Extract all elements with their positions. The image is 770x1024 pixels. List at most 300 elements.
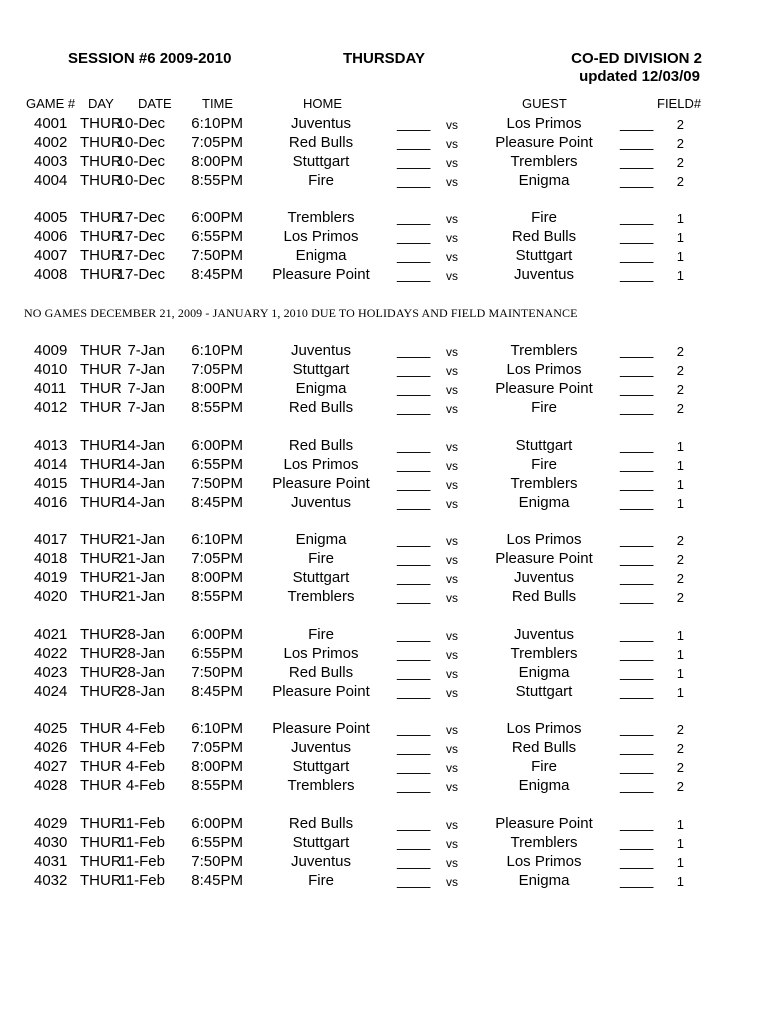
guest-team: Tremblers	[510, 475, 578, 492]
home-team: Red Bulls	[288, 664, 354, 681]
game-number: 4032	[34, 872, 68, 889]
home-team: Fire	[308, 172, 334, 189]
guest-team: Enigma	[518, 777, 570, 794]
table-row	[0, 569, 770, 588]
game-date: 17-Dec	[116, 247, 165, 264]
guest-score-blank: ____	[620, 664, 654, 681]
guest-team: Red Bulls	[511, 228, 577, 245]
guest-score-blank: ____	[620, 172, 654, 189]
field-number: 1	[676, 477, 684, 492]
table-row	[0, 720, 770, 739]
field-number: 1	[676, 230, 684, 245]
guest-score-blank: ____	[620, 228, 654, 245]
guest-team: Enigma	[518, 172, 570, 189]
vs-label: vs	[446, 648, 458, 662]
home-score-blank: ____	[397, 456, 431, 473]
guest-team: Tremblers	[510, 834, 578, 851]
field-number: 1	[676, 647, 684, 662]
table-row	[0, 550, 770, 569]
game-date: 14-Jan	[119, 494, 165, 511]
field-number: 2	[676, 552, 684, 567]
game-number: 4014	[34, 456, 68, 473]
game-time: 8:45PM	[191, 266, 243, 283]
field-number: 1	[676, 439, 684, 454]
table-row	[0, 645, 770, 664]
game-date: 11-Feb	[118, 872, 165, 889]
game-number: 4019	[34, 569, 68, 586]
guest-team: Los Primos	[506, 115, 582, 132]
home-team: Juventus	[290, 739, 352, 756]
field-number: 1	[676, 666, 684, 681]
home-score-blank: ____	[397, 626, 431, 643]
table-row	[0, 494, 770, 513]
home-score-blank: ____	[397, 266, 431, 283]
home-team: Pleasure Point	[272, 475, 370, 492]
home-team: Enigma	[295, 247, 347, 264]
field-number: 2	[676, 722, 684, 737]
guest-score-blank: ____	[620, 720, 654, 737]
field-number: 1	[676, 874, 684, 889]
guest-score-blank: ____	[620, 588, 654, 605]
field-number: 2	[676, 533, 684, 548]
vs-label: vs	[446, 345, 458, 359]
game-day: THUR	[80, 456, 122, 473]
home-team: Enigma	[295, 531, 347, 548]
game-number: 4030	[34, 834, 68, 851]
game-time: 6:00PM	[191, 626, 243, 643]
vs-label: vs	[446, 175, 458, 189]
home-team: Enigma	[295, 380, 347, 397]
guest-team: Pleasure Point	[495, 550, 593, 567]
vs-label: vs	[446, 761, 458, 775]
game-date: 4-Feb	[125, 777, 165, 794]
game-time: 8:55PM	[191, 588, 243, 605]
game-day: THUR	[80, 834, 122, 851]
table-row	[0, 777, 770, 796]
game-date: 7-Jan	[127, 399, 165, 416]
guest-team: Tremblers	[510, 342, 578, 359]
game-date: 4-Feb	[125, 739, 165, 756]
field-number: 2	[676, 344, 684, 359]
field-number: 2	[676, 382, 684, 397]
game-number: 4024	[34, 683, 68, 700]
game-time: 8:45PM	[191, 683, 243, 700]
game-day: THUR	[80, 494, 122, 511]
home-team: Pleasure Point	[272, 266, 370, 283]
vs-label: vs	[446, 667, 458, 681]
game-date: 11-Feb	[118, 853, 165, 870]
guest-team: Enigma	[518, 494, 570, 511]
game-date: 28-Jan	[119, 626, 165, 643]
vs-label: vs	[446, 875, 458, 889]
home-score-blank: ____	[397, 494, 431, 511]
game-time: 8:55PM	[191, 172, 243, 189]
game-date: 11-Feb	[118, 834, 165, 851]
home-score-blank: ____	[397, 115, 431, 132]
guest-team: Fire	[531, 209, 557, 226]
vs-label: vs	[446, 402, 458, 416]
guest-team: Red Bulls	[511, 588, 577, 605]
game-date: 10-Dec	[116, 153, 165, 170]
guest-score-blank: ____	[620, 342, 654, 359]
field-number: 1	[676, 685, 684, 700]
home-score-blank: ____	[397, 834, 431, 851]
game-day: THUR	[80, 758, 122, 775]
game-number: 4002	[34, 134, 68, 151]
game-time: 6:00PM	[191, 209, 243, 226]
home-score-blank: ____	[397, 228, 431, 245]
game-time: 8:00PM	[191, 153, 243, 170]
home-team: Los Primos	[283, 228, 359, 245]
field-number: 1	[676, 628, 684, 643]
game-time: 6:10PM	[191, 531, 243, 548]
home-team: Los Primos	[283, 645, 359, 662]
guest-score-blank: ____	[620, 456, 654, 473]
guest-team: Fire	[531, 399, 557, 416]
field-number: 2	[676, 174, 684, 189]
game-time: 6:00PM	[191, 437, 243, 454]
field-number: 1	[676, 836, 684, 851]
game-day: THUR	[80, 361, 122, 378]
vs-label: vs	[446, 383, 458, 397]
col-day: DAY	[88, 96, 114, 111]
game-day: THUR	[80, 569, 122, 586]
guest-score-blank: ____	[620, 494, 654, 511]
game-number: 4026	[34, 739, 68, 756]
game-date: 10-Dec	[116, 172, 165, 189]
session-title: SESSION #6 2009-2010	[68, 50, 232, 67]
guest-score-blank: ____	[620, 399, 654, 416]
home-team: Fire	[308, 550, 334, 567]
home-team: Tremblers	[287, 588, 355, 605]
game-number: 4001	[34, 115, 68, 132]
game-day: THUR	[80, 872, 122, 889]
home-team: Fire	[308, 626, 334, 643]
home-score-blank: ____	[397, 569, 431, 586]
updated-date: updated 12/03/09	[579, 68, 700, 85]
game-day: THUR	[80, 588, 122, 605]
guest-team: Los Primos	[506, 361, 582, 378]
guest-score-blank: ____	[620, 739, 654, 756]
home-team: Pleasure Point	[272, 720, 370, 737]
vs-label: vs	[446, 856, 458, 870]
home-team: Los Primos	[283, 456, 359, 473]
guest-score-blank: ____	[620, 777, 654, 794]
guest-team: Stuttgart	[515, 683, 573, 700]
guest-score-blank: ____	[620, 815, 654, 832]
field-number: 2	[676, 363, 684, 378]
game-time: 6:10PM	[191, 115, 243, 132]
game-number: 4013	[34, 437, 68, 454]
guest-team: Tremblers	[510, 153, 578, 170]
guest-score-blank: ____	[620, 626, 654, 643]
table-row	[0, 853, 770, 872]
game-date: 10-Dec	[116, 134, 165, 151]
game-date: 14-Jan	[119, 437, 165, 454]
vs-label: vs	[446, 250, 458, 264]
col-guest: GUEST	[522, 96, 567, 111]
guest-score-blank: ____	[620, 834, 654, 851]
game-date: 14-Jan	[119, 475, 165, 492]
game-date: 21-Jan	[119, 531, 165, 548]
guest-score-blank: ____	[620, 550, 654, 567]
vs-label: vs	[446, 478, 458, 492]
game-date: 14-Jan	[119, 456, 165, 473]
guest-score-blank: ____	[620, 645, 654, 662]
game-day: THUR	[80, 683, 122, 700]
table-row	[0, 834, 770, 853]
game-day: THUR	[80, 134, 122, 151]
game-time: 7:50PM	[191, 247, 243, 264]
game-time: 6:55PM	[191, 456, 243, 473]
guest-score-blank: ____	[620, 380, 654, 397]
guest-team: Los Primos	[506, 720, 582, 737]
game-date: 7-Jan	[127, 361, 165, 378]
game-time: 6:55PM	[191, 645, 243, 662]
vs-label: vs	[446, 269, 458, 283]
home-score-blank: ____	[397, 172, 431, 189]
field-number: 2	[676, 590, 684, 605]
game-time: 8:00PM	[191, 380, 243, 397]
game-date: 17-Dec	[116, 266, 165, 283]
guest-team: Los Primos	[506, 853, 582, 870]
field-number: 1	[676, 249, 684, 264]
table-row	[0, 228, 770, 247]
home-score-blank: ____	[397, 588, 431, 605]
table-row	[0, 399, 770, 418]
game-number: 4011	[34, 380, 67, 397]
game-day: THUR	[80, 720, 122, 737]
game-time: 8:55PM	[191, 399, 243, 416]
game-date: 4-Feb	[125, 758, 165, 775]
vs-label: vs	[446, 534, 458, 548]
game-date: 17-Dec	[116, 209, 165, 226]
vs-label: vs	[446, 459, 458, 473]
col-game: GAME #	[26, 96, 76, 111]
game-number: 4021	[34, 626, 68, 643]
field-number: 2	[676, 741, 684, 756]
game-day: THUR	[80, 342, 122, 359]
home-team: Juventus	[290, 115, 352, 132]
game-time: 7:50PM	[191, 475, 243, 492]
game-time: 7:05PM	[191, 361, 243, 378]
vs-label: vs	[446, 553, 458, 567]
game-day: THUR	[80, 380, 122, 397]
home-team: Stuttgart	[292, 569, 350, 586]
game-day: THUR	[80, 475, 122, 492]
game-number: 4022	[34, 645, 68, 662]
game-date: 21-Jan	[119, 550, 165, 567]
game-day: THUR	[80, 853, 122, 870]
home-team: Red Bulls	[288, 134, 354, 151]
division-title: CO-ED DIVISION 2	[571, 50, 702, 67]
game-day: THUR	[80, 550, 122, 567]
game-date: 4-Feb	[125, 720, 165, 737]
home-score-blank: ____	[397, 683, 431, 700]
field-number: 2	[676, 571, 684, 586]
vs-label: vs	[446, 723, 458, 737]
guest-score-blank: ____	[620, 853, 654, 870]
home-score-blank: ____	[397, 475, 431, 492]
home-team: Stuttgart	[292, 834, 350, 851]
vs-label: vs	[446, 364, 458, 378]
home-score-blank: ____	[397, 134, 431, 151]
vs-label: vs	[446, 497, 458, 511]
guest-score-blank: ____	[620, 115, 654, 132]
guest-score-blank: ____	[620, 758, 654, 775]
home-score-blank: ____	[397, 437, 431, 454]
game-number: 4009	[34, 342, 68, 359]
home-team: Red Bulls	[288, 815, 354, 832]
game-time: 6:00PM	[191, 815, 243, 832]
table-row	[0, 872, 770, 891]
guest-score-blank: ____	[620, 209, 654, 226]
game-number: 4031	[34, 853, 68, 870]
game-date: 21-Jan	[119, 569, 165, 586]
game-time: 7:05PM	[191, 550, 243, 567]
vs-label: vs	[446, 780, 458, 794]
vs-label: vs	[446, 572, 458, 586]
home-score-blank: ____	[397, 853, 431, 870]
field-number: 1	[676, 855, 684, 870]
vs-label: vs	[446, 818, 458, 832]
home-score-blank: ____	[397, 361, 431, 378]
guest-score-blank: ____	[620, 247, 654, 264]
field-number: 2	[676, 779, 684, 794]
game-number: 4028	[34, 777, 68, 794]
game-number: 4023	[34, 664, 68, 681]
home-score-blank: ____	[397, 815, 431, 832]
table-row	[0, 815, 770, 834]
game-day: THUR	[80, 247, 122, 264]
col-date: DATE	[138, 96, 172, 111]
guest-team: Pleasure Point	[495, 380, 593, 397]
game-number: 4016	[34, 494, 68, 511]
guest-team: Enigma	[518, 664, 570, 681]
game-day: THUR	[80, 115, 122, 132]
guest-score-blank: ____	[620, 134, 654, 151]
guest-team: Pleasure Point	[495, 815, 593, 832]
game-number: 4003	[34, 153, 68, 170]
home-team: Tremblers	[287, 209, 355, 226]
game-number: 4006	[34, 228, 68, 245]
home-team: Stuttgart	[292, 361, 350, 378]
game-time: 7:50PM	[191, 853, 243, 870]
table-row	[0, 134, 770, 153]
vs-label: vs	[446, 212, 458, 226]
guest-team: Red Bulls	[511, 739, 577, 756]
game-day: THUR	[80, 399, 122, 416]
vs-label: vs	[446, 156, 458, 170]
guest-team: Juventus	[513, 266, 575, 283]
home-score-blank: ____	[397, 739, 431, 756]
holiday-note: NO GAMES DECEMBER 21, 2009 - JANUARY 1, 2010 DUE TO HOLIDAYS AND FIELD MAINTENANCE	[24, 306, 578, 320]
game-number: 4025	[34, 720, 68, 737]
field-number: 1	[676, 268, 684, 283]
guest-score-blank: ____	[620, 266, 654, 283]
home-score-blank: ____	[397, 777, 431, 794]
guest-team: Juventus	[513, 626, 575, 643]
home-team: Red Bulls	[288, 399, 354, 416]
home-team: Red Bulls	[288, 437, 354, 454]
home-score-blank: ____	[397, 380, 431, 397]
home-score-blank: ____	[397, 872, 431, 889]
home-team: Stuttgart	[292, 758, 350, 775]
guest-score-blank: ____	[620, 872, 654, 889]
game-date: 28-Jan	[119, 683, 165, 700]
home-score-blank: ____	[397, 247, 431, 264]
field-number: 1	[676, 211, 684, 226]
guest-score-blank: ____	[620, 475, 654, 492]
game-number: 4015	[34, 475, 68, 492]
table-row	[0, 475, 770, 494]
table-row	[0, 588, 770, 607]
home-score-blank: ____	[397, 531, 431, 548]
game-day: THUR	[80, 228, 122, 245]
home-team: Juventus	[290, 853, 352, 870]
game-number: 4029	[34, 815, 68, 832]
col-time: TIME	[202, 96, 234, 111]
field-number: 2	[676, 136, 684, 151]
table-row	[0, 683, 770, 702]
guest-score-blank: ____	[620, 437, 654, 454]
table-row	[0, 758, 770, 777]
game-time: 8:45PM	[191, 872, 243, 889]
table-row	[0, 437, 770, 456]
guest-score-blank: ____	[620, 531, 654, 548]
vs-label: vs	[446, 118, 458, 132]
game-time: 8:00PM	[191, 758, 243, 775]
guest-team: Pleasure Point	[495, 134, 593, 151]
field-number: 2	[676, 401, 684, 416]
game-day: THUR	[80, 437, 122, 454]
game-date: 11-Feb	[118, 815, 165, 832]
game-time: 8:55PM	[191, 777, 243, 794]
field-number: 2	[676, 155, 684, 170]
home-score-blank: ____	[397, 758, 431, 775]
home-team: Juventus	[290, 494, 352, 511]
home-score-blank: ____	[397, 550, 431, 567]
game-day: THUR	[80, 739, 122, 756]
home-score-blank: ____	[397, 153, 431, 170]
game-number: 4018	[34, 550, 68, 567]
vs-label: vs	[446, 837, 458, 851]
home-team: Tremblers	[287, 777, 355, 794]
game-number: 4005	[34, 209, 68, 226]
game-time: 6:10PM	[191, 720, 243, 737]
vs-label: vs	[446, 231, 458, 245]
field-number: 1	[676, 458, 684, 473]
game-number: 4010	[34, 361, 68, 378]
game-day: THUR	[80, 626, 122, 643]
game-number: 4012	[34, 399, 68, 416]
game-date: 7-Jan	[127, 342, 165, 359]
guest-score-blank: ____	[620, 569, 654, 586]
vs-label: vs	[446, 629, 458, 643]
game-number: 4027	[34, 758, 68, 775]
home-score-blank: ____	[397, 209, 431, 226]
game-time: 7:05PM	[191, 134, 243, 151]
game-day: THUR	[80, 777, 122, 794]
game-number: 4007	[34, 247, 68, 264]
game-day: THUR	[80, 209, 122, 226]
game-time: 8:45PM	[191, 494, 243, 511]
game-date: 7-Jan	[127, 380, 165, 397]
field-number: 1	[676, 817, 684, 832]
vs-label: vs	[446, 591, 458, 605]
game-number: 4004	[34, 172, 68, 189]
guest-team: Juventus	[513, 569, 575, 586]
